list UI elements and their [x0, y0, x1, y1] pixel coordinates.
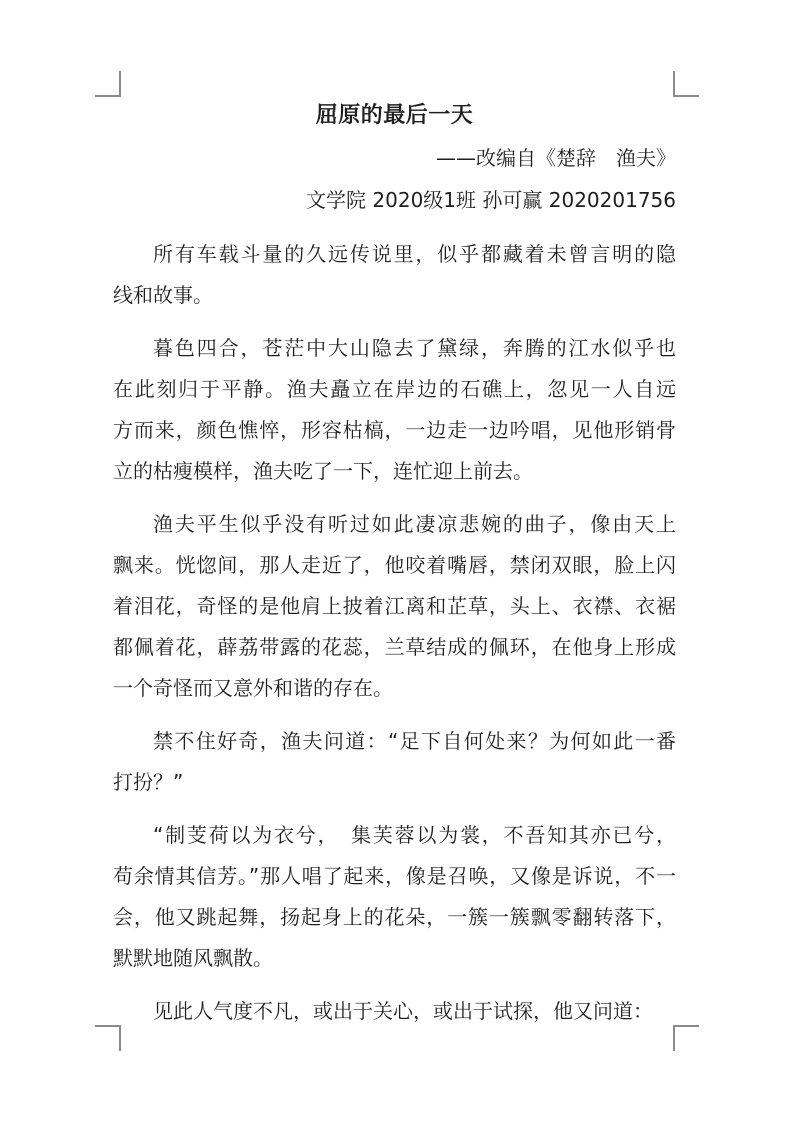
paragraph — [113, 815, 676, 979]
document-author-line: 文学院 2020级1班 孙可赢 2020201756 — [306, 188, 676, 212]
text-line: 线和故事。 — [113, 283, 213, 307]
text-line: 着泪花，奇怪的是他肩上披着江离和芷草，头上、衣襟、衣裾 — [113, 594, 676, 618]
text-line: 渔夫平生似乎没有听过如此凄凉悲婉的曲子，像由天上 — [153, 512, 676, 536]
text-line: 会，他又跳起舞，扬起身上的花朵，一簇一簇飘零翻转落下， — [113, 905, 676, 929]
paragraph — [113, 721, 676, 803]
document-body — [113, 234, 676, 1032]
text-line: 都佩着花，薜荔带露的花蕊，兰草结成的佩环，在他身上形成 — [113, 635, 676, 659]
paragraph — [113, 504, 676, 709]
text-line: 苟余情其信芳。”那人唱了起来，像是召唤，又像是诉说，不一 — [113, 864, 676, 888]
crop-mark-top-right-icon — [673, 71, 699, 97]
text-line: 立的枯瘦模样，渔夫吃了一下，连忙迎上前去。 — [113, 459, 533, 483]
text-line: 禁不住好奇，渔夫问道：“足下自何处来？为何如此一番 — [153, 729, 676, 753]
text-line: “制芰荷以为衣兮， 集芙蓉以为裳，不吾知其亦已兮， — [153, 823, 676, 847]
text-line: 在此刻归于平静。渔夫矗立在岸边的石礁上，忽见一人自远 — [113, 377, 676, 401]
text-line: 暮色四合，苍茫中大山隐去了黛绿，奔腾的江水似乎也 — [153, 336, 676, 360]
text-line: 一个奇怪而又意外和谐的存在。 — [113, 676, 393, 700]
paragraph — [113, 991, 676, 1032]
text-line: 方而来，颜色憔悴，形容枯槁，一边走一边吟唱，见他形销骨 — [113, 418, 676, 442]
text-line: 所有车载斗量的久远传说里，似乎都藏着未曾言明的隐 — [153, 242, 676, 266]
paragraph — [113, 234, 676, 316]
crop-mark-top-left-icon — [95, 71, 121, 97]
text-line: 默默地随风飘散。 — [113, 946, 273, 970]
paragraph — [113, 328, 676, 492]
document-text-area — [113, 95, 676, 1032]
text-line: 见此人气度不凡，或出于关心，或出于试探，他又问道： — [153, 999, 653, 1023]
crop-mark-bottom-right-icon — [673, 1025, 699, 1051]
text-line: 打扮？” — [113, 770, 184, 794]
document-title: 屈原的最后一天 — [315, 103, 474, 128]
document-byline: ——改编自《楚辞 渔夫》 — [436, 146, 676, 170]
text-line: 飘来。恍惚间，那人走近了，他咬着嘴唇，禁闭双眼，脸上闪 — [113, 553, 676, 577]
